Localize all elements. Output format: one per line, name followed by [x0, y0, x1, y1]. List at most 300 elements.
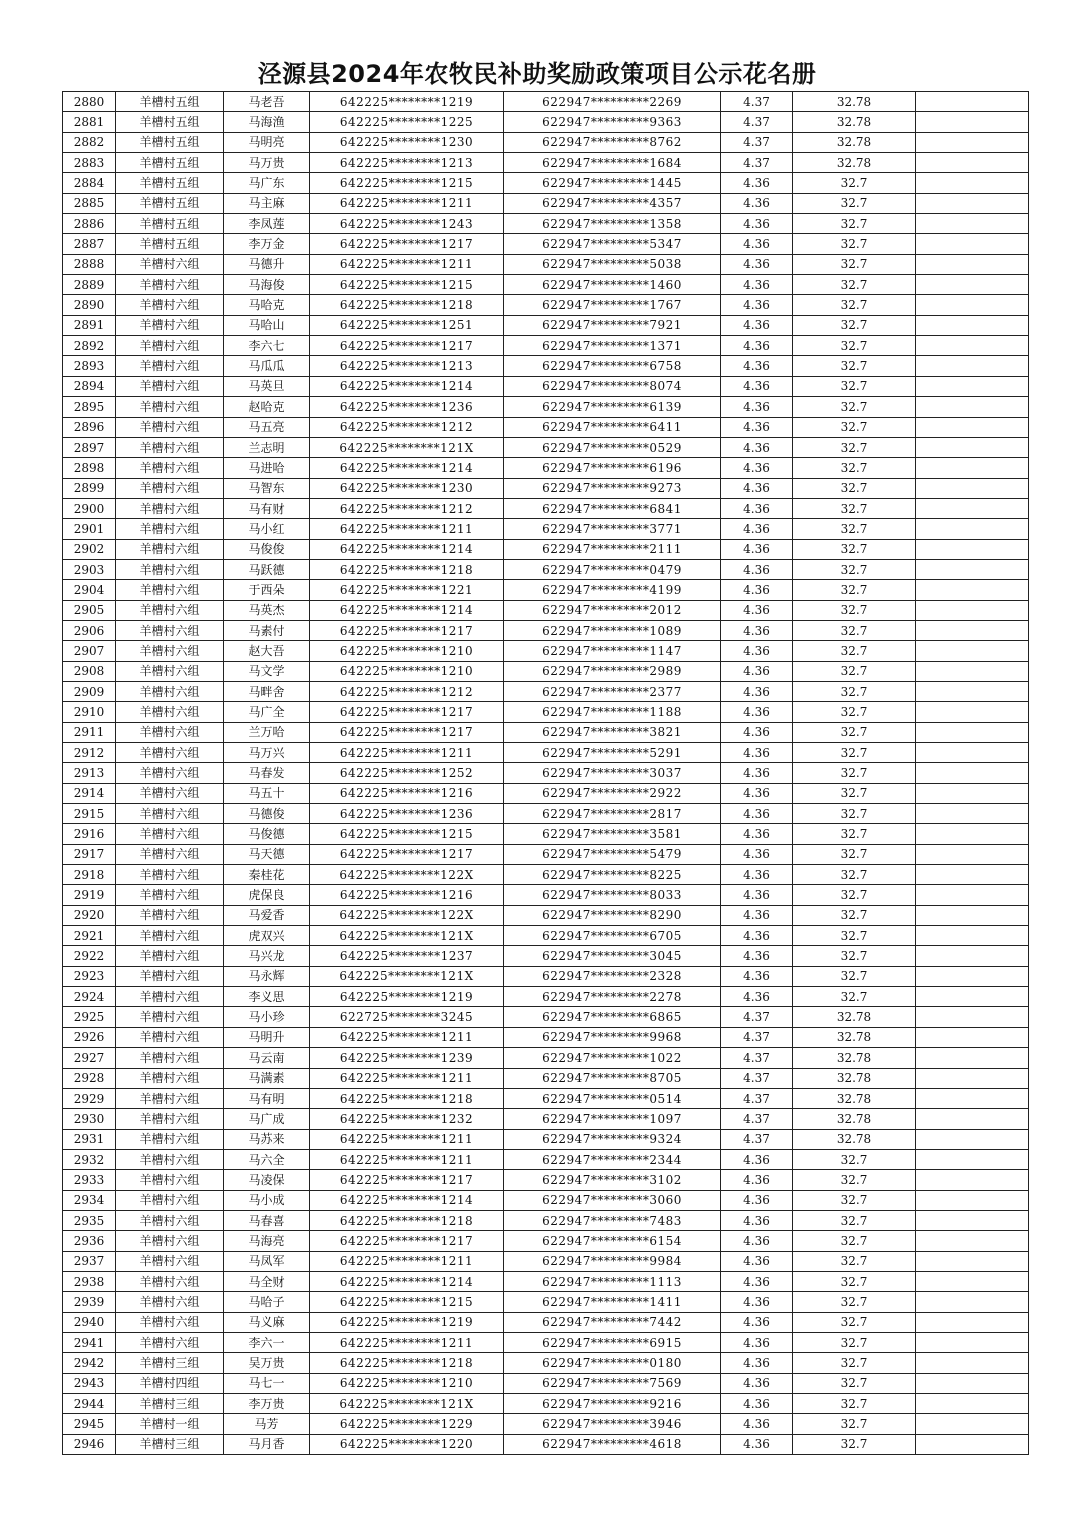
id-number-cell: 642225********1236 [310, 397, 504, 417]
village-group-cell: 羊槽村六组 [116, 641, 224, 661]
village-group-cell: 羊槽村六组 [116, 1190, 224, 1210]
name-cell: 马畔舍 [224, 681, 310, 701]
id-number-cell: 642225********1210 [310, 661, 504, 681]
account-number-cell: 622947*********9363 [504, 112, 721, 132]
serial-number-cell: 2895 [63, 397, 116, 417]
id-number-cell: 642225********1212 [310, 498, 504, 518]
id-number-cell: 642225********1221 [310, 580, 504, 600]
table-row [63, 1373, 1029, 1393]
area-cell: 4.37 [721, 92, 793, 112]
serial-number-cell: 2884 [63, 173, 116, 193]
id-number-cell: 642225********1219 [310, 987, 504, 1007]
amount-cell: 32.7 [793, 1292, 916, 1312]
area-cell: 4.36 [721, 417, 793, 437]
amount-cell: 32.7 [793, 315, 916, 335]
name-cell: 马海渔 [224, 112, 310, 132]
area-cell: 4.36 [721, 437, 793, 457]
table-row [63, 620, 1029, 640]
remark-cell [916, 743, 1029, 763]
id-number-cell: 642225********1218 [310, 1210, 504, 1230]
account-number-cell: 622947*********1371 [504, 336, 721, 356]
id-number-cell: 642225********1217 [310, 336, 504, 356]
name-cell: 马明亮 [224, 132, 310, 152]
name-cell: 赵大吾 [224, 641, 310, 661]
table-row [63, 92, 1029, 112]
account-number-cell: 622947*********3771 [504, 519, 721, 539]
village-group-cell: 羊槽村三组 [116, 1394, 224, 1414]
remark-cell [916, 254, 1029, 274]
account-number-cell: 622947*********2922 [504, 783, 721, 803]
serial-number-cell: 2934 [63, 1190, 116, 1210]
account-number-cell: 622947*********2269 [504, 92, 721, 112]
village-group-cell: 羊槽村六组 [116, 1251, 224, 1271]
area-cell: 4.36 [721, 1373, 793, 1393]
amount-cell: 32.78 [793, 1088, 916, 1108]
serial-number-cell: 2913 [63, 763, 116, 783]
roster-table [62, 91, 1029, 1455]
serial-number-cell: 2896 [63, 417, 116, 437]
remark-cell [916, 702, 1029, 722]
remark-cell [916, 315, 1029, 335]
amount-cell: 32.7 [793, 946, 916, 966]
village-group-cell: 羊槽村六组 [116, 926, 224, 946]
account-number-cell: 622947*********1460 [504, 275, 721, 295]
serial-number-cell: 2925 [63, 1007, 116, 1027]
remark-cell [916, 905, 1029, 925]
village-group-cell: 羊槽村六组 [116, 1068, 224, 1088]
id-number-cell: 642225********1239 [310, 1048, 504, 1068]
table-row [63, 132, 1029, 152]
name-cell: 马苏来 [224, 1129, 310, 1149]
amount-cell: 32.7 [793, 254, 916, 274]
account-number-cell: 622947*********9273 [504, 478, 721, 498]
account-number-cell: 622947*********7569 [504, 1373, 721, 1393]
village-group-cell: 羊槽村五组 [116, 214, 224, 234]
area-cell: 4.36 [721, 926, 793, 946]
id-number-cell: 642225********1214 [310, 1271, 504, 1291]
area-cell: 4.36 [721, 1251, 793, 1271]
remark-cell [916, 966, 1029, 986]
serial-number-cell: 2926 [63, 1027, 116, 1047]
remark-cell [916, 1231, 1029, 1251]
amount-cell: 32.7 [793, 641, 916, 661]
serial-number-cell: 2929 [63, 1088, 116, 1108]
village-group-cell: 羊槽村六组 [116, 743, 224, 763]
amount-cell: 32.78 [793, 1027, 916, 1047]
id-number-cell: 642225********1218 [310, 1088, 504, 1108]
id-number-cell: 642225********1217 [310, 844, 504, 864]
account-number-cell: 622947*********6139 [504, 397, 721, 417]
name-cell: 马全财 [224, 1271, 310, 1291]
remark-cell [916, 1027, 1029, 1047]
village-group-cell: 羊槽村六组 [116, 681, 224, 701]
area-cell: 4.36 [721, 743, 793, 763]
remark-cell [916, 1271, 1029, 1291]
id-number-cell: 642225********1232 [310, 1109, 504, 1129]
serial-number-cell: 2886 [63, 214, 116, 234]
account-number-cell: 622947*********1022 [504, 1048, 721, 1068]
name-cell: 马俊德 [224, 824, 310, 844]
table-row [63, 804, 1029, 824]
table-row [63, 1271, 1029, 1291]
amount-cell: 32.7 [793, 1414, 916, 1434]
id-number-cell: 642225********1211 [310, 1251, 504, 1271]
village-group-cell: 羊槽村六组 [116, 844, 224, 864]
amount-cell: 32.78 [793, 1048, 916, 1068]
table-row [63, 1434, 1029, 1454]
account-number-cell: 622947*********6841 [504, 498, 721, 518]
account-number-cell: 622947*********7442 [504, 1312, 721, 1332]
account-number-cell: 622947*********6915 [504, 1332, 721, 1352]
amount-cell: 32.7 [793, 804, 916, 824]
village-group-cell: 羊槽村五组 [116, 132, 224, 152]
serial-number-cell: 2888 [63, 254, 116, 274]
area-cell: 4.36 [721, 315, 793, 335]
village-group-cell: 羊槽村六组 [116, 458, 224, 478]
village-group-cell: 羊槽村六组 [116, 966, 224, 986]
name-cell: 赵哈克 [224, 397, 310, 417]
village-group-cell: 羊槽村六组 [116, 1271, 224, 1291]
account-number-cell: 622947*********4357 [504, 193, 721, 213]
remark-cell [916, 681, 1029, 701]
village-group-cell: 羊槽村六组 [116, 1312, 224, 1332]
serial-number-cell: 2945 [63, 1414, 116, 1434]
remark-cell [916, 1068, 1029, 1088]
remark-cell [916, 1353, 1029, 1373]
serial-number-cell: 2940 [63, 1312, 116, 1332]
area-cell: 4.37 [721, 1109, 793, 1129]
village-group-cell: 羊槽村六组 [116, 804, 224, 824]
remark-cell [916, 620, 1029, 640]
account-number-cell: 622947*********1113 [504, 1271, 721, 1291]
id-number-cell: 642225********121X [310, 966, 504, 986]
serial-number-cell: 2938 [63, 1271, 116, 1291]
remark-cell [916, 132, 1029, 152]
village-group-cell: 羊槽村六组 [116, 702, 224, 722]
name-cell: 马英杰 [224, 600, 310, 620]
id-number-cell: 642225********1216 [310, 885, 504, 905]
account-number-cell: 622947*********9984 [504, 1251, 721, 1271]
amount-cell: 32.7 [793, 539, 916, 559]
amount-cell: 32.78 [793, 153, 916, 173]
amount-cell: 32.7 [793, 844, 916, 864]
account-number-cell: 622947*********2278 [504, 987, 721, 1007]
name-cell: 马春喜 [224, 1210, 310, 1230]
table-row [63, 824, 1029, 844]
table-row [63, 336, 1029, 356]
amount-cell: 32.7 [793, 905, 916, 925]
remark-cell [916, 987, 1029, 1007]
remark-cell [916, 112, 1029, 132]
remark-cell [916, 926, 1029, 946]
amount-cell: 32.7 [793, 437, 916, 457]
name-cell: 马有明 [224, 1088, 310, 1108]
remark-cell [916, 1414, 1029, 1434]
amount-cell: 32.7 [793, 478, 916, 498]
serial-number-cell: 2935 [63, 1210, 116, 1230]
account-number-cell: 622947*********5291 [504, 743, 721, 763]
area-cell: 4.37 [721, 1027, 793, 1047]
table-row [63, 987, 1029, 1007]
name-cell: 马主麻 [224, 193, 310, 213]
amount-cell: 32.7 [793, 1394, 916, 1414]
remark-cell [916, 519, 1029, 539]
amount-cell: 32.7 [793, 234, 916, 254]
table-row [63, 193, 1029, 213]
area-cell: 4.36 [721, 234, 793, 254]
account-number-cell: 622947*********1188 [504, 702, 721, 722]
serial-number-cell: 2897 [63, 437, 116, 457]
account-number-cell: 622947*********8033 [504, 885, 721, 905]
serial-number-cell: 2889 [63, 275, 116, 295]
village-group-cell: 羊槽村六组 [116, 1170, 224, 1190]
amount-cell: 32.7 [793, 722, 916, 742]
village-group-cell: 羊槽村六组 [116, 661, 224, 681]
remark-cell [916, 153, 1029, 173]
area-cell: 4.36 [721, 478, 793, 498]
serial-number-cell: 2898 [63, 458, 116, 478]
table-row [63, 458, 1029, 478]
account-number-cell: 622947*********1097 [504, 1109, 721, 1129]
remark-cell [916, 1434, 1029, 1454]
amount-cell: 32.78 [793, 1109, 916, 1129]
id-number-cell: 642225********1211 [310, 254, 504, 274]
name-cell: 马月香 [224, 1434, 310, 1454]
account-number-cell: 622947*********1358 [504, 214, 721, 234]
remark-cell [916, 397, 1029, 417]
village-group-cell: 羊槽村四组 [116, 1373, 224, 1393]
account-number-cell: 622947*********2377 [504, 681, 721, 701]
table-row [63, 926, 1029, 946]
village-group-cell: 羊槽村六组 [116, 437, 224, 457]
village-group-cell: 羊槽村六组 [116, 1027, 224, 1047]
serial-number-cell: 2891 [63, 315, 116, 335]
id-number-cell: 642225********1212 [310, 681, 504, 701]
amount-cell: 32.78 [793, 1007, 916, 1027]
table-row [63, 376, 1029, 396]
remark-cell [916, 1251, 1029, 1271]
village-group-cell: 羊槽村六组 [116, 519, 224, 539]
amount-cell: 32.7 [793, 376, 916, 396]
area-cell: 4.36 [721, 1332, 793, 1352]
table-row [63, 1048, 1029, 1068]
amount-cell: 32.7 [793, 1251, 916, 1271]
area-cell: 4.36 [721, 804, 793, 824]
id-number-cell: 642225********1243 [310, 214, 504, 234]
serial-number-cell: 2900 [63, 498, 116, 518]
serial-number-cell: 2881 [63, 112, 116, 132]
serial-number-cell: 2903 [63, 559, 116, 579]
area-cell: 4.36 [721, 519, 793, 539]
table-row [63, 783, 1029, 803]
name-cell: 李万贵 [224, 1394, 310, 1414]
account-number-cell: 622947*********6154 [504, 1231, 721, 1251]
id-number-cell: 642225********1218 [310, 295, 504, 315]
name-cell: 马广全 [224, 702, 310, 722]
village-group-cell: 羊槽村三组 [116, 1434, 224, 1454]
name-cell: 马春发 [224, 763, 310, 783]
account-number-cell: 622947*********6758 [504, 356, 721, 376]
remark-cell [916, 92, 1029, 112]
account-number-cell: 622947*********6411 [504, 417, 721, 437]
serial-number-cell: 2901 [63, 519, 116, 539]
account-number-cell: 622947*********5347 [504, 234, 721, 254]
amount-cell: 32.7 [793, 885, 916, 905]
area-cell: 4.36 [721, 1394, 793, 1414]
area-cell: 4.36 [721, 498, 793, 518]
amount-cell: 32.7 [793, 966, 916, 986]
area-cell: 4.37 [721, 112, 793, 132]
table-row [63, 1332, 1029, 1352]
account-number-cell: 622947*********1411 [504, 1292, 721, 1312]
remark-cell [916, 783, 1029, 803]
serial-number-cell: 2916 [63, 824, 116, 844]
name-cell: 马五十 [224, 783, 310, 803]
remark-cell [916, 234, 1029, 254]
serial-number-cell: 2885 [63, 193, 116, 213]
account-number-cell: 622947*********2344 [504, 1149, 721, 1169]
table-row [63, 681, 1029, 701]
area-cell: 4.37 [721, 132, 793, 152]
village-group-cell: 羊槽村六组 [116, 539, 224, 559]
id-number-cell: 642225********1214 [310, 600, 504, 620]
name-cell: 马哈克 [224, 295, 310, 315]
village-group-cell: 羊槽村三组 [116, 1353, 224, 1373]
name-cell: 马满素 [224, 1068, 310, 1088]
table-row [63, 1068, 1029, 1088]
account-number-cell: 622947*********8762 [504, 132, 721, 152]
area-cell: 4.36 [721, 946, 793, 966]
name-cell: 马广东 [224, 173, 310, 193]
table-row [63, 498, 1029, 518]
area-cell: 4.36 [721, 885, 793, 905]
serial-number-cell: 2920 [63, 905, 116, 925]
serial-number-cell: 2931 [63, 1129, 116, 1149]
remark-cell [916, 580, 1029, 600]
amount-cell: 32.78 [793, 112, 916, 132]
account-number-cell: 622947*********2111 [504, 539, 721, 559]
serial-number-cell: 2933 [63, 1170, 116, 1190]
amount-cell: 32.7 [793, 681, 916, 701]
account-number-cell: 622947*********5479 [504, 844, 721, 864]
id-number-cell: 642225********1218 [310, 1353, 504, 1373]
id-number-cell: 642225********1214 [310, 458, 504, 478]
table-row [63, 1027, 1029, 1047]
account-number-cell: 622947*********8225 [504, 865, 721, 885]
village-group-cell: 羊槽村六组 [116, 722, 224, 742]
account-number-cell: 622947*********0180 [504, 1353, 721, 1373]
name-cell: 于西朵 [224, 580, 310, 600]
account-number-cell: 622947*********9216 [504, 1394, 721, 1414]
id-number-cell: 642225********1237 [310, 946, 504, 966]
serial-number-cell: 2908 [63, 661, 116, 681]
id-number-cell: 642225********1251 [310, 315, 504, 335]
remark-cell [916, 437, 1029, 457]
village-group-cell: 羊槽村六组 [116, 376, 224, 396]
account-number-cell: 622947*********2817 [504, 804, 721, 824]
village-group-cell: 羊槽村六组 [116, 865, 224, 885]
amount-cell: 32.78 [793, 92, 916, 112]
id-number-cell: 642225********1211 [310, 1332, 504, 1352]
table-row [63, 702, 1029, 722]
account-number-cell: 622947*********7483 [504, 1210, 721, 1230]
area-cell: 4.36 [721, 641, 793, 661]
name-cell: 李六一 [224, 1332, 310, 1352]
amount-cell: 32.7 [793, 1373, 916, 1393]
remark-cell [916, 722, 1029, 742]
remark-cell [916, 1190, 1029, 1210]
name-cell: 马小红 [224, 519, 310, 539]
remark-cell [916, 844, 1029, 864]
area-cell: 4.36 [721, 1210, 793, 1230]
id-number-cell: 642225********1214 [310, 376, 504, 396]
amount-cell: 32.7 [793, 1149, 916, 1169]
name-cell: 马哈山 [224, 315, 310, 335]
serial-number-cell: 2922 [63, 946, 116, 966]
table-row [63, 1149, 1029, 1169]
account-number-cell: 622947*********3060 [504, 1190, 721, 1210]
id-number-cell: 642225********1211 [310, 1068, 504, 1088]
account-number-cell: 622947*********4199 [504, 580, 721, 600]
name-cell: 秦桂花 [224, 865, 310, 885]
remark-cell [916, 1170, 1029, 1190]
table-row [63, 1231, 1029, 1251]
name-cell: 吴万贵 [224, 1353, 310, 1373]
account-number-cell: 622947*********2989 [504, 661, 721, 681]
name-cell: 马瓜瓜 [224, 356, 310, 376]
account-number-cell: 622947*********8290 [504, 905, 721, 925]
village-group-cell: 羊槽村六组 [116, 315, 224, 335]
name-cell: 马六全 [224, 1149, 310, 1169]
name-cell: 马七一 [224, 1373, 310, 1393]
remark-cell [916, 885, 1029, 905]
village-group-cell: 羊槽村六组 [116, 783, 224, 803]
serial-number-cell: 2902 [63, 539, 116, 559]
remark-cell [916, 824, 1029, 844]
remark-cell [916, 600, 1029, 620]
name-cell: 兰志明 [224, 437, 310, 457]
table-row [63, 295, 1029, 315]
name-cell: 马爱香 [224, 905, 310, 925]
amount-cell: 32.7 [793, 1353, 916, 1373]
area-cell: 4.36 [721, 193, 793, 213]
serial-number-cell: 2887 [63, 234, 116, 254]
amount-cell: 32.7 [793, 1312, 916, 1332]
village-group-cell: 羊槽村五组 [116, 173, 224, 193]
name-cell: 李六七 [224, 336, 310, 356]
area-cell: 4.36 [721, 1190, 793, 1210]
village-group-cell: 羊槽村六组 [116, 885, 224, 905]
account-number-cell: 622947*********4618 [504, 1434, 721, 1454]
village-group-cell: 羊槽村六组 [116, 478, 224, 498]
village-group-cell: 羊槽村六组 [116, 295, 224, 315]
account-number-cell: 622947*********6196 [504, 458, 721, 478]
village-group-cell: 羊槽村五组 [116, 234, 224, 254]
village-group-cell: 羊槽村六组 [116, 620, 224, 640]
amount-cell: 32.7 [793, 865, 916, 885]
table-row [63, 763, 1029, 783]
id-number-cell: 642225********1219 [310, 92, 504, 112]
remark-cell [916, 173, 1029, 193]
remark-cell [916, 804, 1029, 824]
name-cell: 马素付 [224, 620, 310, 640]
village-group-cell: 羊槽村六组 [116, 1048, 224, 1068]
name-cell: 马海俊 [224, 275, 310, 295]
table-row [63, 661, 1029, 681]
amount-cell: 32.7 [793, 336, 916, 356]
id-number-cell: 642225********1215 [310, 1292, 504, 1312]
village-group-cell: 羊槽村六组 [116, 987, 224, 1007]
